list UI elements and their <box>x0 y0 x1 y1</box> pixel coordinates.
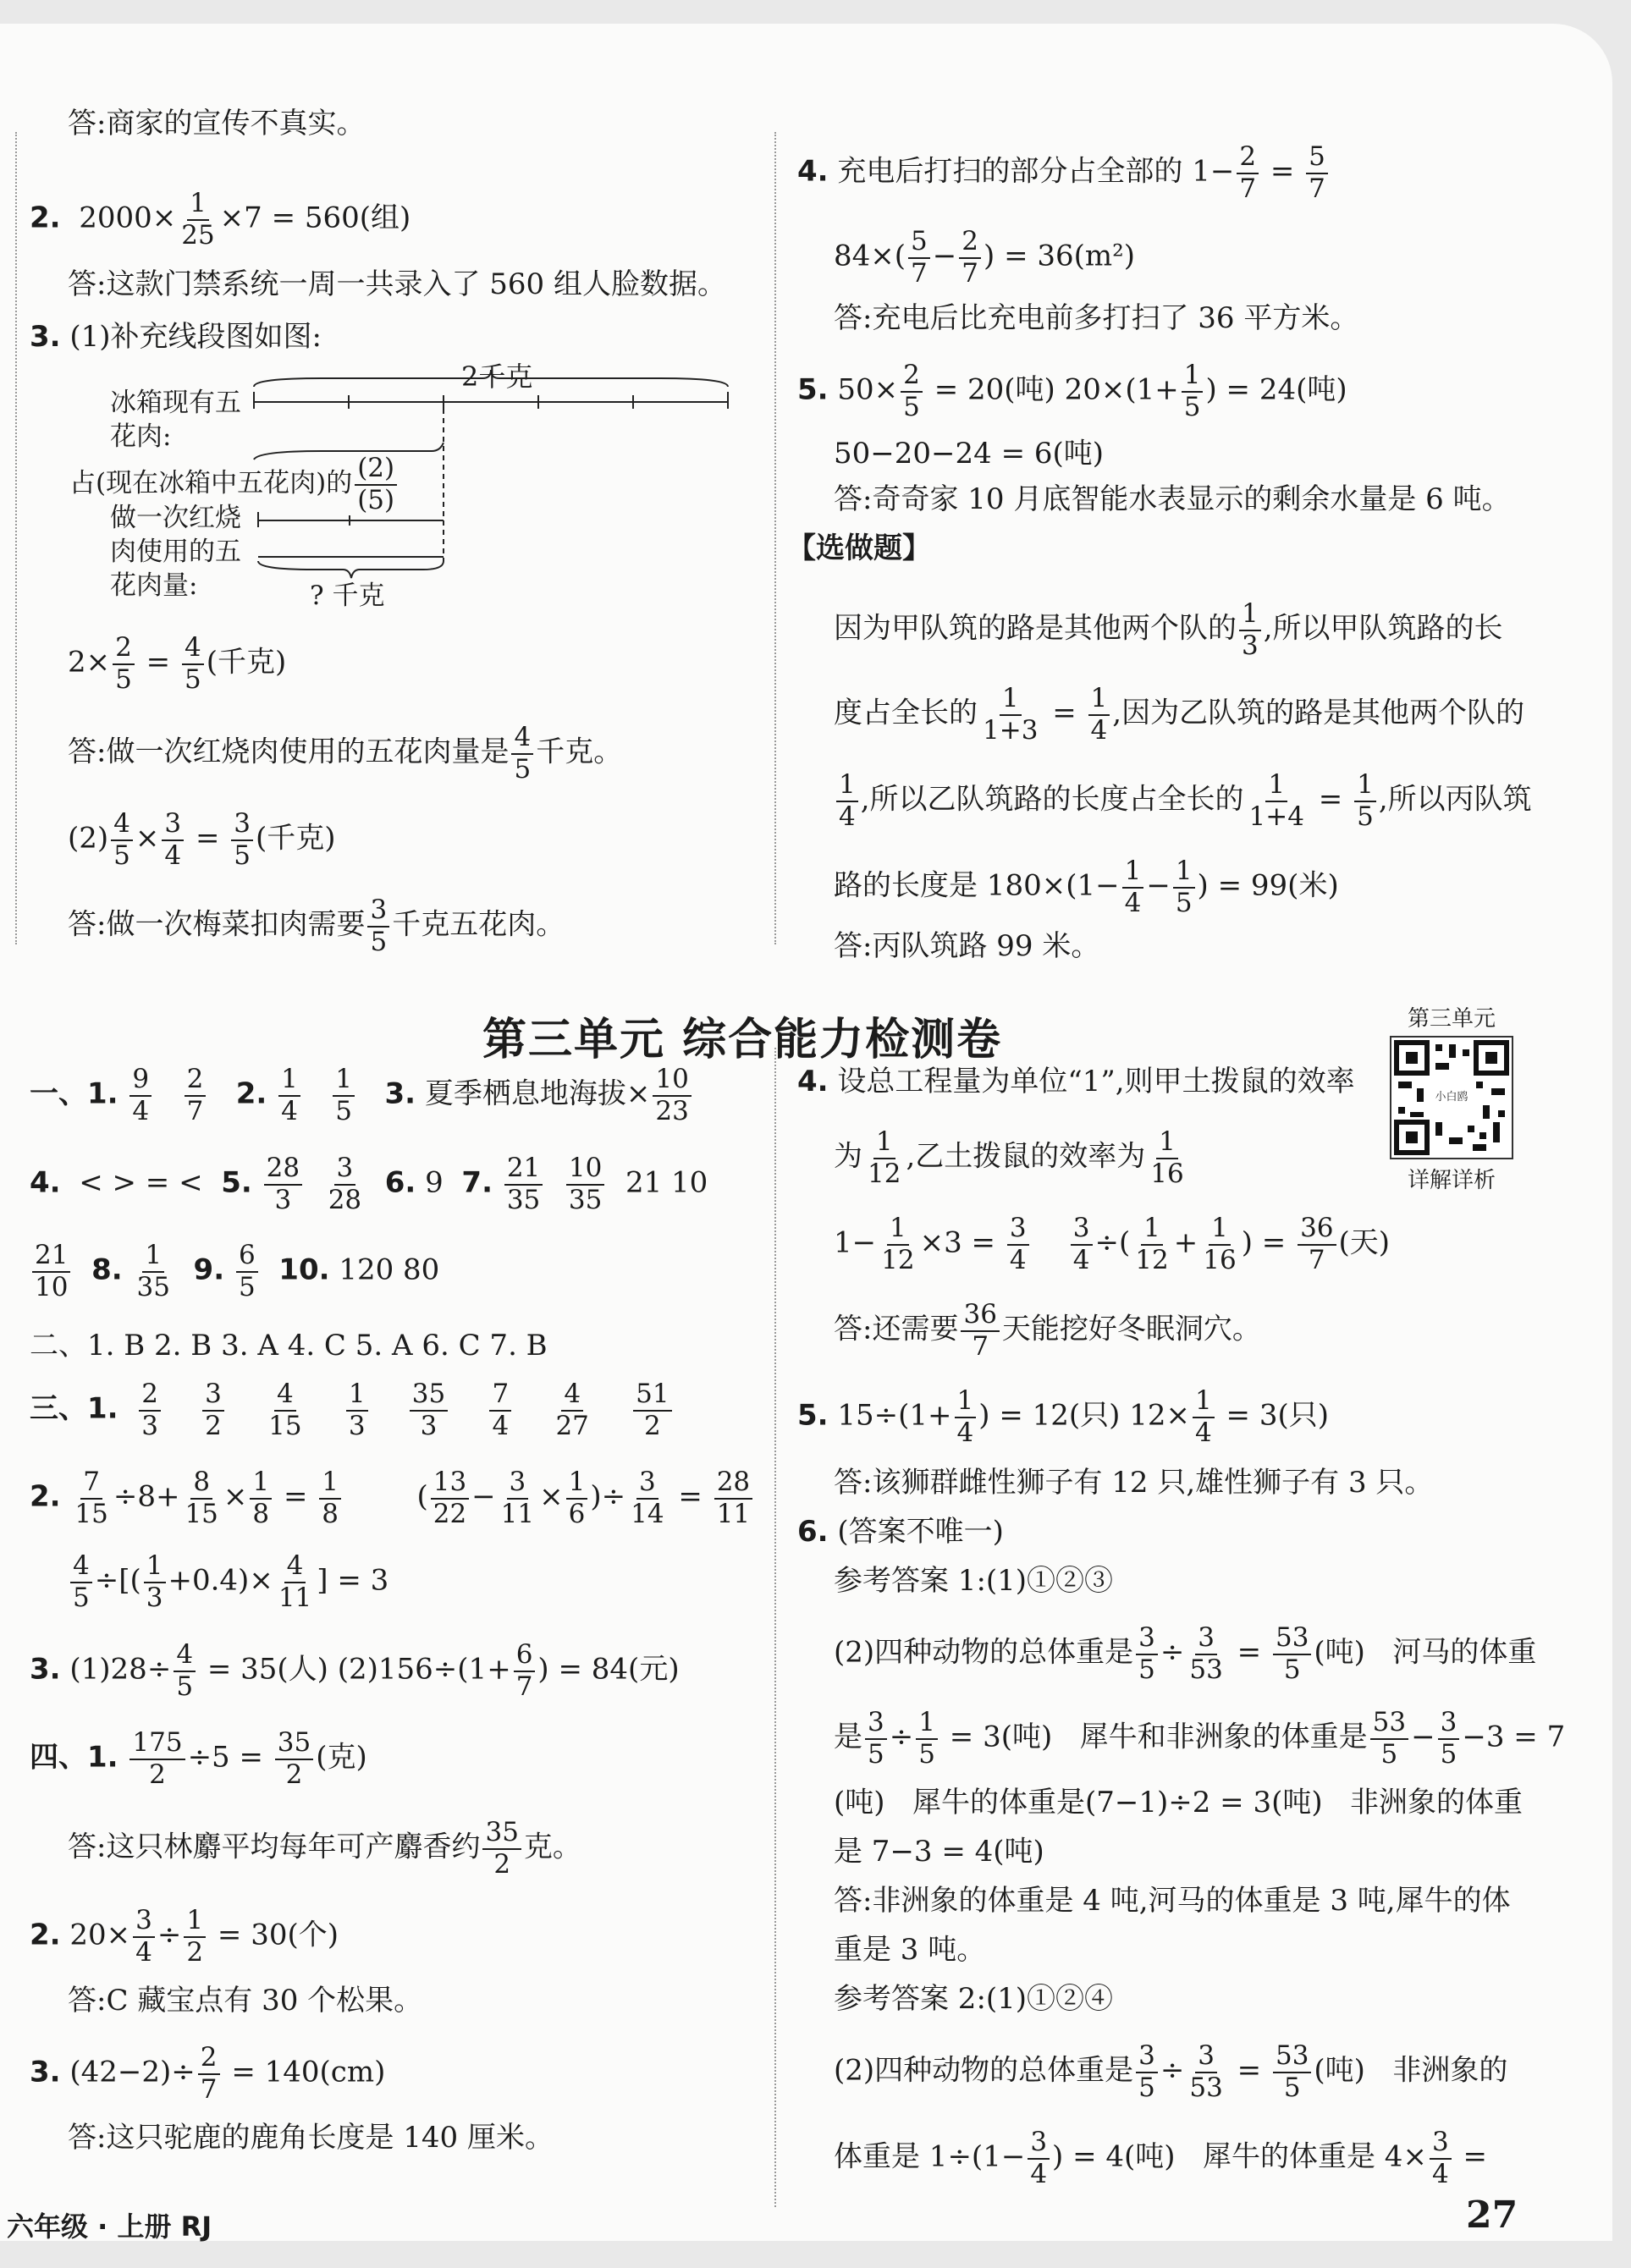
fraction: $\frac{1}{4}$ <box>1122 856 1144 918</box>
calc-line: (2) $\frac{4}{5}$ × $\frac{3}{4}$ = $\frac{3}{5}$ (千克) <box>68 808 336 871</box>
calc-row-2: 2. $\frac{7}{15}$ ÷8+ $\frac{8}{15}$ × $\frac{1}{8}$ = $\frac{1}{8}$ ( $\frac{13}{22}$ − $\frac{3}{11}$ × $\frac{1}{6}$ )÷ $\frac{3}{14}$ = $\frac{28}{11}$ <box>30 1467 755 1529</box>
fraction: $\frac{2}{7}$ <box>198 2043 220 2105</box>
calc-row-1: 三、1. $\frac{2}{3}$ $\frac{3}{2}$ $\frac{4}{15}$ $\frac{1}{3}$ $\frac{35}{3}$ $\frac{7}{4}$ $\frac{4}{27}$ $\frac{51}{2}$ <box>30 1379 675 1441</box>
fraction: $\frac{1}{1+3}$ <box>983 683 1039 746</box>
fraction: $\frac{1}{12}$ <box>881 1213 915 1275</box>
fraction: $\frac{13}{22}$ <box>431 1467 469 1529</box>
text-line: 路的长度是 180×(1− $\frac{1}{4}$ − $\frac{1}{5}$ ) = 99(米) <box>834 856 1339 918</box>
fraction: $\frac{5}{7}$ <box>1306 142 1328 204</box>
fraction: $\frac{1}{5}$ <box>916 1708 938 1770</box>
diagram-label: 占(现在冰箱中五花肉)的 $\frac{(2)}{(5)}$ <box>69 454 399 515</box>
diagram-label: 花肉: <box>110 421 172 452</box>
fraction: $\frac{1}{4}$ <box>278 1065 300 1126</box>
answer-line: 答:C 藏宝点有 30 个松果。 <box>68 1984 423 2018</box>
fraction: $\frac{1}{1+4}$ <box>1248 769 1304 832</box>
fraction: $\frac{2}{3}$ <box>139 1379 161 1441</box>
diagram-label: 肉使用的五 <box>110 537 241 567</box>
calc-row-3: $\frac{4}{5}$ ÷[( $\frac{1}{3}$ +0.4)× $\frac{4}{11}$ ] = 3 <box>68 1551 388 1613</box>
fraction: $\frac{1}{5}$ <box>1182 361 1204 422</box>
text-line: $\frac{1}{4}$ ,所以乙队筑路的长度占全长的 $\frac{1}{1+4}$ = $\frac{1}{5}$ ,所以丙队筑 <box>834 770 1532 832</box>
page <box>0 24 1612 2241</box>
fraction: $\frac{3}{5}$ <box>1136 1623 1158 1685</box>
q5-line: 5. 15÷(1+ $\frac{1}{4}$ ) = 12(只) 12× $\frac{1}{4}$ = 3(只) <box>797 1385 1329 1448</box>
fraction: $\frac{1}{5}$ <box>1173 856 1195 918</box>
answer-line: 答:丙队筑路 99 米。 <box>834 929 1100 963</box>
fraction: $\frac{3}{53}$ <box>1189 2040 1223 2103</box>
word-problem-2: 2. 20× $\frac{3}{4}$ ÷ $\frac{1}{2}$ = 30(个) <box>30 1905 339 1968</box>
diagram-label: 冰箱现有五 <box>110 388 241 418</box>
fraction: $\frac{7}{15}$ <box>74 1467 108 1529</box>
diagram-label: 花肉量: <box>110 570 198 601</box>
fraction: $\frac{3}{5}$ <box>1438 1708 1460 1770</box>
q2-line: 2. 2000× $\frac{1}{25}$ ×7 = 560(组) <box>30 188 411 250</box>
q3-line: 3. (1)补充线段图如图: <box>30 320 322 354</box>
fraction: $\frac{1}{2}$ <box>184 1906 206 1968</box>
optional-title: 【选做题】 <box>787 531 931 565</box>
reference-answer-1: 参考答案 1:(1)①②③ <box>834 1564 1114 1598</box>
text-line: (2)四种动物的总体重是 $\frac{3}{5}$ ÷ $\frac{3}{53}$ = $\frac{53}{5}$ (吨) 非洲象的 <box>834 2040 1508 2103</box>
word-problem-3: 3. (42−2)÷ $\frac{2}{7}$ = 140(cm) <box>30 2042 386 2105</box>
fraction: $\frac{53}{5}$ <box>1273 2041 1311 2103</box>
fraction: $\frac{1}{12}$ <box>868 1126 901 1189</box>
left-margin-rule <box>15 132 17 944</box>
fraction: $\frac{3}{4}$ <box>162 809 184 871</box>
fraction: $\frac{3}{4}$ <box>1007 1214 1029 1275</box>
fraction: $\frac{5}{7}$ <box>908 227 930 289</box>
text-line: (2)四种动物的总体重是 $\frac{3}{5}$ ÷ $\frac{3}{53}$ = $\frac{53}{5}$ (吨) 河马的体重 <box>834 1622 1537 1685</box>
qr-code-icon[interactable] <box>1390 1036 1513 1159</box>
fraction: $\frac{3}{5}$ <box>1136 2041 1158 2103</box>
fraction: $\frac{36}{7}$ <box>1298 1214 1336 1275</box>
fraction: $\frac{1}{6}$ <box>566 1467 588 1529</box>
answer-line: 答:做一次红烧肉使用的五花肉量是 $\frac{4}{5}$ 千克。 <box>68 722 623 784</box>
fraction: $\frac{1}{5}$ <box>333 1065 355 1126</box>
fraction: $\frac{8}{15}$ <box>185 1467 218 1529</box>
fraction: $\frac{28}{3}$ <box>264 1153 302 1215</box>
page-number: 27 <box>1466 2194 1518 2237</box>
fraction: $\frac{4}{5}$ <box>174 1640 196 1702</box>
fraction: $\frac{1}{4}$ <box>955 1386 977 1448</box>
answer-line: 重是 3 吨。 <box>834 1933 986 1967</box>
fraction: $\frac{35}{3}$ <box>410 1379 448 1441</box>
fraction: $\frac{28}{11}$ <box>714 1467 752 1529</box>
fraction: $\frac{7}{4}$ <box>489 1379 511 1441</box>
fraction: $\frac{4}{11}$ <box>278 1550 312 1613</box>
fraction: $\frac{4}{15}$ <box>268 1379 302 1441</box>
fraction: $\frac{1}{8}$ <box>250 1467 272 1529</box>
answer-line: 答:这款门禁系统一周一共录入了 560 组人脸数据。 <box>68 267 726 301</box>
fraction: $\frac{2}{5}$ <box>113 633 135 695</box>
section-title: 第三单元 综合能力检测卷 <box>482 1015 1003 1065</box>
fraction: $\frac{1}{4}$ <box>1193 1386 1215 1448</box>
answer-line: 答:奇奇家 10 月底智能水表显示的剩余水量是 6 吨。 <box>834 482 1511 516</box>
fraction: $\frac{1}{16}$ <box>1203 1213 1237 1275</box>
column-divider-lower <box>774 1048 776 2207</box>
fraction: $\frac{4}{5}$ <box>111 809 133 871</box>
text-line: (吨) 犀牛的体重是(7−1)÷2 = 3(吨) 非洲象的体重 <box>834 1786 1524 1819</box>
answer-line: 答:商家的宣传不真实。 <box>68 107 366 140</box>
fraction: $\frac{2}{7}$ <box>959 227 981 289</box>
diagram-top-label: 2千克 <box>461 361 533 393</box>
fraction: $\frac{6}{7}$ <box>514 1640 536 1702</box>
fraction: $\frac{1}{5}$ <box>1354 770 1376 832</box>
fraction: $\frac{3}{2}$ <box>202 1379 224 1441</box>
answer-line: 答:做一次梅菜扣肉需要 $\frac{3}{5}$ 千克五花肉。 <box>68 895 565 957</box>
answer-line: 答:这只驼鹿的鹿角长度是 140 厘米。 <box>68 2121 554 2155</box>
fraction: $\frac{35}{2}$ <box>482 1818 521 1880</box>
fraction: $\frac{4}{5}$ <box>511 723 533 784</box>
qr-logo: 小白鸥 <box>1434 1087 1469 1109</box>
footer-grade: 六年级 · 上册 RJ <box>7 2210 212 2243</box>
qr-bottom-label: 详解详析 <box>1407 1168 1496 1193</box>
fraction: $\frac{6}{5}$ <box>236 1241 258 1302</box>
q5-line: 5. 50× $\frac{2}{5}$ = 20(吨) 20×(1+ $\frac{1}{5}$ ) = 24(吨) <box>797 360 1347 422</box>
fraction: $\frac{2}{7}$ <box>185 1065 207 1126</box>
answer-line: 答:充电后比充电前多打扫了 36 平方米。 <box>834 301 1359 335</box>
calc-line: 2× $\frac{2}{5}$ = $\frac{4}{5}$ (千克) <box>68 632 287 695</box>
fraction: $\frac{(2)}{(5)}$ <box>355 454 397 515</box>
diagram-label: 做一次红烧 <box>110 503 241 533</box>
fill-in-row-2: 4. < > = < 5. $\frac{28}{3}$ $\frac{3}{28}$ 6. 9 7. $\frac{21}{35}$ $\frac{10}{35}$ 21 10 <box>30 1153 708 1215</box>
answer-line: 答:该狮群雌性狮子有 12 只,雄性狮子有 3 只。 <box>834 1466 1434 1500</box>
column-divider <box>774 132 776 944</box>
text-line: 度占全长的 $\frac{1}{1+3}$ = $\frac{1}{4}$ ,因为乙队筑的路是其他两个队的 <box>834 683 1525 746</box>
choice-row: 二、1. B 2. B 3. A 4. C 5. A 6. C 7. B <box>30 1329 548 1362</box>
calc-line: 50−20−24 = 6(吨) <box>834 437 1105 471</box>
fraction: $\frac{1}{16}$ <box>1150 1126 1184 1189</box>
text-line: 是 $\frac{3}{5}$ ÷ $\frac{1}{5}$ = 3(吨) 犀牛和非洲象的体重是 $\frac{53}{5}$ − $\frac{3}{5}$ −3 = 7 <box>834 1707 1566 1770</box>
fraction: $\frac{1}{8}$ <box>319 1467 341 1529</box>
fraction: $\frac{3}{4}$ <box>133 1906 155 1968</box>
answer-line: 答:这只林麝平均每年可产麝香约 $\frac{35}{2}$ 克。 <box>68 1817 581 1880</box>
fraction: $\frac{36}{7}$ <box>961 1300 999 1362</box>
fraction: $\frac{3}{28}$ <box>328 1153 362 1215</box>
text-line: 因为甲队筑的路是其他两个队的 $\frac{1}{3}$ ,所以甲队筑路的长 <box>834 598 1503 661</box>
answer-line: 答:非洲象的体重是 4 吨,河马的体重是 3 吨,犀牛的体 <box>834 1884 1511 1918</box>
qr-top-label: 第三单元 <box>1407 1006 1496 1032</box>
fraction: $\frac{4}{5}$ <box>182 633 204 695</box>
fraction: $\frac{3}{5}$ <box>367 895 389 957</box>
word-problem-1: 四、1. $\frac{175}{2}$ ÷5 = $\frac{35}{2}$ (克) <box>30 1727 367 1790</box>
fraction: $\frac{1}{3}$ <box>346 1379 368 1441</box>
fraction: $\frac{3}{53}$ <box>1189 1622 1223 1685</box>
fraction: $\frac{4}{5}$ <box>70 1551 92 1613</box>
reference-answer-2: 参考答案 2:(1)①②④ <box>834 1982 1114 2016</box>
fraction: $\frac{1}{4}$ <box>1088 684 1110 746</box>
text-line: 体重是 1÷(1− $\frac{3}{4}$ ) = 4(吨) 犀牛的体重是 4× $\frac{3}{4}$ = <box>834 2127 1487 2189</box>
text-line: 是 7−3 = 4(吨) <box>834 1835 1044 1869</box>
fill-in-row-3: $\frac{21}{10}$ 8. $\frac{1}{35}$ 9. $\frac{6}{5}$ 10. 120 80 <box>30 1241 439 1302</box>
diagram-bottom-label: ? 千克 <box>310 581 385 611</box>
calc-line: 84×( $\frac{5}{7}$ − $\frac{2}{7}$ ) = 36(m²) <box>834 226 1136 289</box>
fraction: $\frac{9}{4}$ <box>129 1065 152 1126</box>
fraction: $\frac{1}{4}$ <box>836 770 858 832</box>
fraction: $\frac{1}{35}$ <box>136 1240 170 1302</box>
fraction: $\frac{1}{3}$ <box>144 1551 166 1613</box>
fraction: $\frac{3}{4}$ <box>1028 2128 1050 2189</box>
fraction: $\frac{3}{5}$ <box>865 1708 887 1770</box>
text-line: 为 $\frac{1}{12}$ ,乙土拨鼠的效率为 $\frac{1}{16}$ <box>834 1127 1189 1189</box>
fraction: $\frac{3}{11}$ <box>500 1467 535 1529</box>
fraction: $\frac{51}{2}$ <box>633 1379 671 1441</box>
fraction: $\frac{3}{14}$ <box>631 1467 664 1529</box>
calc-row-4: 3. (1)28÷ $\frac{4}{5}$ = 35(人) (2)156÷(1+ $\frac{6}{7}$ ) = 84(元) <box>30 1639 680 1702</box>
answer-line: 答:还需要 $\frac{36}{7}$ 天能挖好冬眠洞穴。 <box>834 1299 1261 1362</box>
fraction: $\frac{1}{12}$ <box>1135 1213 1169 1275</box>
fraction: $\frac{10}{23}$ <box>653 1065 691 1126</box>
fraction: $\frac{175}{2}$ <box>129 1728 185 1790</box>
fraction: $\frac{2}{7}$ <box>1237 142 1259 204</box>
q4-line: 4. 设总工程量为单位“1”,则甲土拨鼠的效率 <box>797 1065 1355 1098</box>
brace-bottom <box>258 561 444 578</box>
fraction: $\frac{2}{5}$ <box>901 361 923 422</box>
q6-line: 6. (答案不唯一) <box>797 1515 1004 1549</box>
fraction: $\frac{21}{10}$ <box>32 1241 70 1302</box>
calc-line: 1− $\frac{1}{12}$ ×3 = $\frac{3}{4}$ $\frac{3}{4}$ ÷( $\frac{1}{12}$ + $\frac{1}{16}$ ) = $\frac{36}{7}$ (天) <box>834 1213 1391 1275</box>
fraction: $\frac{1}{25}$ <box>181 188 215 250</box>
fraction: $\frac{3}{5}$ <box>231 809 253 871</box>
fraction: $\frac{3}{4}$ <box>1071 1214 1093 1275</box>
fraction: $\frac{21}{35}$ <box>504 1153 543 1215</box>
fraction: $\frac{10}{35}$ <box>566 1153 604 1215</box>
fill-in-row-1: 一、1. $\frac{9}{4}$ $\frac{2}{7}$ 2. $\frac{1}{4}$ $\frac{1}{5}$ 3. 夏季栖息地海拔× $\frac{10}{23}$ <box>30 1065 694 1126</box>
qr-block <box>1384 1001 1519 1194</box>
fraction: $\frac{53}{5}$ <box>1273 1623 1311 1685</box>
fraction: $\frac{53}{5}$ <box>1370 1708 1408 1770</box>
fraction: $\frac{3}{4}$ <box>1430 2128 1452 2189</box>
fraction: $\frac{1}{3}$ <box>1239 599 1261 661</box>
q4-line: 4. 充电后打扫的部分占全部的 1− $\frac{2}{7}$ = $\frac{5}{7}$ <box>797 142 1331 204</box>
fraction: $\frac{4}{27}$ <box>555 1379 589 1441</box>
fraction: $\frac{35}{2}$ <box>275 1728 313 1790</box>
